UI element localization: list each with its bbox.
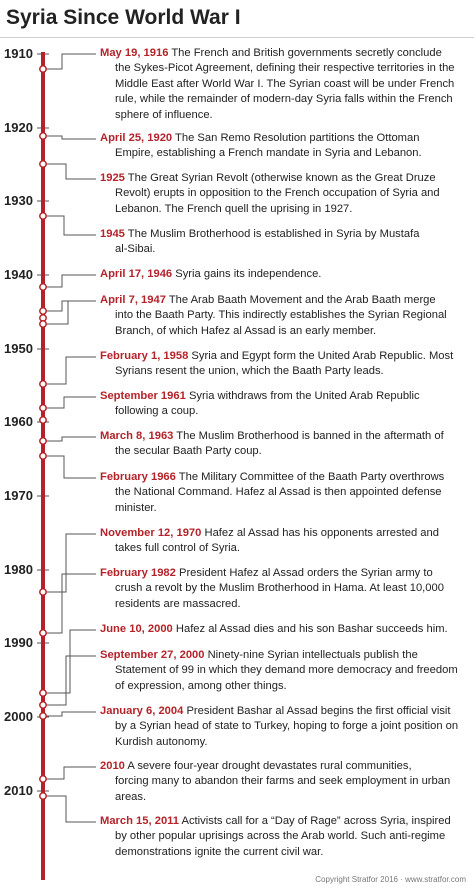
event-description-continued: al-Sibai. <box>115 243 156 256</box>
event-date: March 15, 2011 <box>100 815 179 827</box>
decade-label: 1940 <box>4 267 33 282</box>
connector-line <box>43 54 96 69</box>
timeline-event <box>100 389 460 420</box>
event-marker <box>40 713 46 719</box>
event-marker <box>40 630 46 636</box>
decade-label: 2000 <box>4 709 33 724</box>
event-date: 1945 <box>100 228 125 240</box>
event-description: The Muslim Brotherhood is established in Syria by Mustafa <box>127 228 420 240</box>
decade-label: 1990 <box>4 635 33 650</box>
timeline-event <box>100 131 460 162</box>
event-date: September 27, 2000 <box>100 649 205 661</box>
event-description: Syria withdraws from the United Arab Republic <box>188 390 420 402</box>
event-date: 1925 <box>100 172 125 184</box>
event-description-continued: the secular Baath Party coup. <box>115 445 262 458</box>
event-description-continued: the National Command. Hafez al Assad is then appointed defense minister. <box>115 486 442 514</box>
event-description: A severe four-year drought devastates rural communities, <box>127 760 412 772</box>
event-date: February 1982 <box>100 567 176 579</box>
timeline-event <box>100 349 460 380</box>
event-description: President Bashar al Assad begins the first official visit <box>186 705 451 717</box>
timeline-event <box>100 429 460 460</box>
event-marker <box>40 284 46 290</box>
connector-line <box>43 357 96 384</box>
event-description-continued: following a coup. <box>115 405 199 418</box>
event-description-continued: by a Syrian head of state to Turkey, hoping to forge a joint position on Kurdish autonomy. <box>115 720 459 748</box>
decade-label: 1960 <box>4 414 33 429</box>
event-marker <box>40 589 46 595</box>
timeline-event <box>100 171 460 217</box>
timeline-event <box>100 622 460 637</box>
timeline-event <box>100 227 460 258</box>
event-description: The San Remo Resolution partitions the Ottoman <box>175 132 420 144</box>
event-marker <box>40 213 46 219</box>
event-date: February 1966 <box>100 471 176 483</box>
event-description-continued: Empire, establishing a French mandate in Syria and Lebanon. <box>115 147 422 160</box>
connector-line <box>43 437 96 441</box>
event-description: The Great Syrian Revolt (otherwise known as the Great Druze <box>127 172 436 184</box>
timeline-event <box>100 648 460 694</box>
event-marker <box>40 776 46 782</box>
timeline-event <box>100 470 460 516</box>
event-description: Hafez al Assad has his opponents arrested and <box>204 527 439 539</box>
event-description-continued: takes full control of Syria. <box>115 542 240 555</box>
event-description: The Military Committee of the Baath Party overthrows <box>178 471 445 483</box>
event-description: Ninety-nine Syrian intellectuals publish the <box>207 649 418 661</box>
event-marker <box>40 381 46 387</box>
timeline-event <box>100 704 460 750</box>
event-date: February 1, 1958 <box>100 350 189 362</box>
event-date: 2010 <box>100 760 125 772</box>
connector-line <box>43 164 96 179</box>
event-marker <box>40 690 46 696</box>
event-date: November 12, 1970 <box>100 527 202 539</box>
event-marker <box>40 321 46 327</box>
connector-line <box>43 301 96 311</box>
event-description-continued: Revolt) erupts in opposition to the French occupation of Syria and Lebanon. The French quell the uprising in 1927. <box>115 187 440 215</box>
event-description-continued: forcing many to abandon their farms and seek employment in urban areas. <box>115 775 451 803</box>
event-description: President Hafez al Assad orders the Syrian army to <box>178 567 433 579</box>
page-title: Syria Since World War I <box>6 6 241 29</box>
event-marker <box>40 453 46 459</box>
event-description: Syria and Egypt form the United Arab Republic. Most <box>191 350 454 362</box>
decade-label: 1910 <box>4 46 33 61</box>
decade-label: 1950 <box>4 341 33 356</box>
event-date: April 7, 1947 <box>100 294 166 306</box>
decade-label: 2010 <box>4 783 33 798</box>
event-date: January 6, 2004 <box>100 705 184 717</box>
event-description-continued: Statement of 99 in which they demand more democracy and freedom of expression, among other things. <box>115 664 458 692</box>
connector-line <box>43 301 96 324</box>
timeline-event <box>100 526 460 557</box>
connector-line <box>43 275 96 287</box>
event-marker <box>40 308 46 314</box>
connector-line <box>43 630 96 693</box>
event-date: April 25, 1920 <box>100 132 173 144</box>
timeline-event <box>100 759 460 805</box>
event-date: March 8, 1963 <box>100 430 174 442</box>
decade-label: 1980 <box>4 562 33 577</box>
connector-line <box>43 216 96 235</box>
event-date: May 19, 1916 <box>100 47 169 59</box>
event-date: April 17, 1946 <box>100 268 173 280</box>
event-description-continued: crush a revolt by the Muslim Brotherhood in Hama. At least 10,000 residents are massacred. <box>115 582 444 610</box>
connector-line <box>43 796 96 822</box>
event-description: The Muslim Brotherhood is banned in the aftermath of <box>176 430 444 442</box>
connector-line <box>43 767 96 779</box>
event-marker <box>40 417 46 423</box>
timeline-event <box>100 814 460 860</box>
event-date: June 10, 2000 <box>100 623 173 635</box>
event-description: Syria gains its independence. <box>175 268 322 280</box>
event-marker <box>40 438 46 444</box>
event-description: The French and British governments secretly conclude <box>171 47 442 59</box>
timeline-event <box>100 293 460 339</box>
event-description-continued: Syrians resent the union, which the Baath Party leads. <box>115 365 384 378</box>
event-marker <box>40 702 46 708</box>
timeline-event <box>100 267 460 282</box>
timeline-event <box>100 46 460 123</box>
decade-label: 1970 <box>4 488 33 503</box>
timeline-event <box>100 566 460 612</box>
event-marker <box>40 161 46 167</box>
event-date: September 1961 <box>100 390 186 402</box>
event-marker <box>40 793 46 799</box>
connector-line <box>43 136 96 139</box>
connector-line <box>43 534 96 592</box>
connector-line <box>43 712 96 716</box>
event-marker <box>40 133 46 139</box>
event-description-continued: the Sykes-Picot Agreement, defining their respective territories in the Middle East after World War I. The Syrian coast will be under French rule, while the remainder of modern-day Syria falls within the French sphere of influence. <box>115 62 455 121</box>
connector-line <box>43 574 96 633</box>
connector-line <box>43 456 96 478</box>
connector-line <box>43 397 96 408</box>
event-description: Activists call for a “Day of Rage” across Syria, inspired <box>181 815 451 827</box>
event-marker <box>40 405 46 411</box>
decade-label: 1920 <box>4 120 33 135</box>
event-description: Hafez al Assad dies and his son Bashar succeeds him. <box>175 623 448 635</box>
decade-label: 1930 <box>4 193 33 208</box>
event-marker <box>40 66 46 72</box>
event-description-continued: into the Baath Party. This indirectly establishes the Syrian Regional Branch, of which Hafez al Assad is an early member. <box>115 309 447 337</box>
copyright-note: Copyright Stratfor 2016 · www.stratfor.com <box>315 875 466 884</box>
event-description-continued: by other popular uprisings across the Arab world. Such anti-regime demonstrations ignite the current civil war. <box>115 830 446 858</box>
event-description: The Arab Baath Movement and the Arab Baath merge <box>168 294 436 306</box>
